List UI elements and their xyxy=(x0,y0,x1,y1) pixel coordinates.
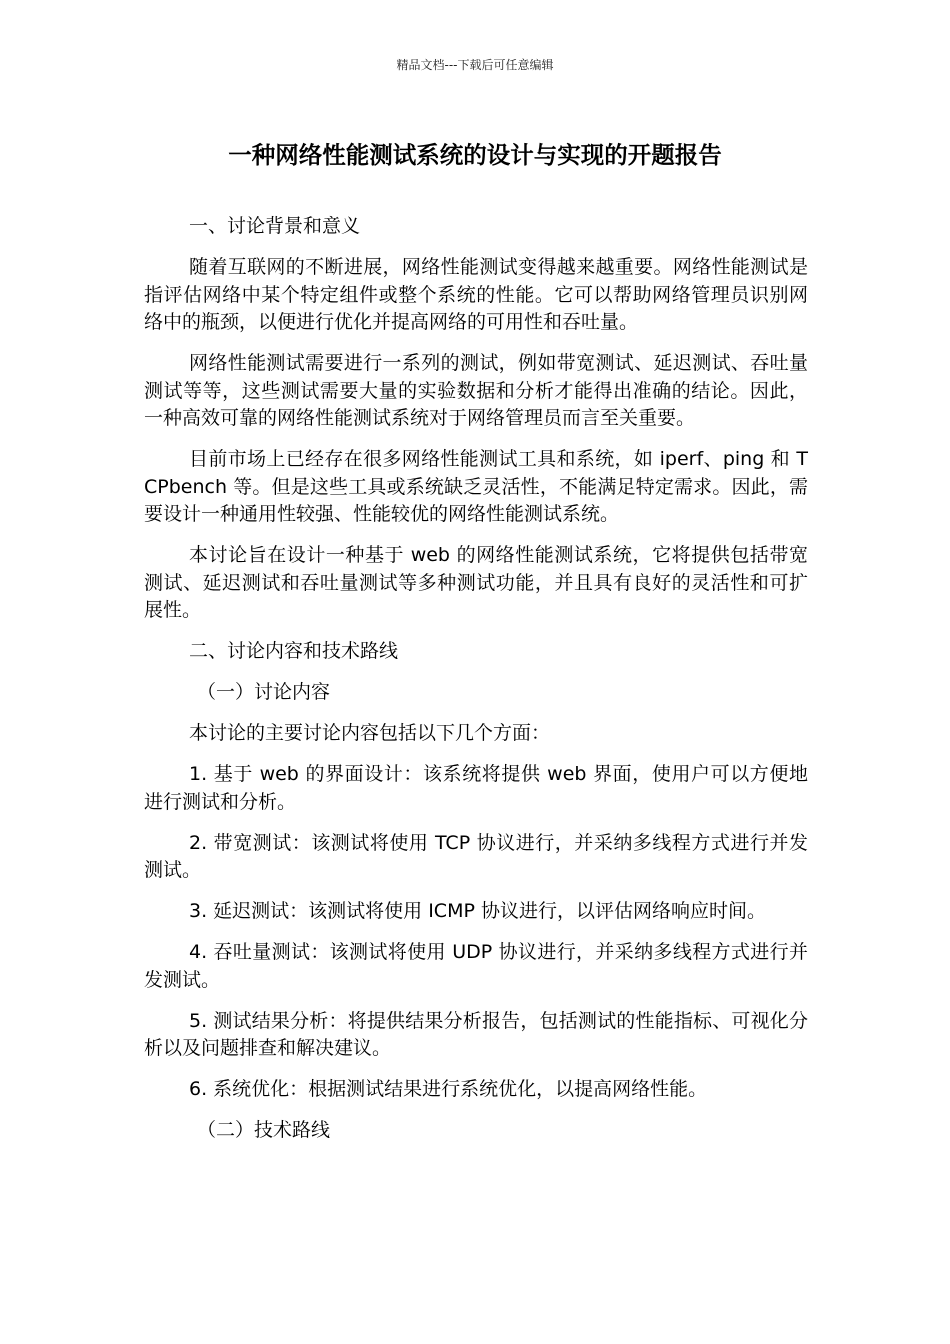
list-item-5: 5. 测试结果分析：将提供结果分析报告，包括测试的性能指标、可视化分析以及问题排查和解决建议。 xyxy=(144,1009,808,1059)
document-body xyxy=(144,213,808,1145)
paragraph-background-1: 随着互联网的不断进展，网络性能测试变得越来越重要。网络性能测试是指评估网络中某个特定组件或整个系统的性能。它可以帮助网络管理员识别网络中的瓶颈，以便进行优化并提高网络的可用性和吞吐量。 xyxy=(144,256,808,333)
subheading-content: （一）讨论内容 xyxy=(197,681,331,703)
header-note: 精品文档---下载后可任意编辑 xyxy=(396,58,554,72)
document-title: 一种网络性能测试系统的设计与实现的开题报告 xyxy=(228,141,722,169)
section-heading-content: 二、讨论内容和技术路线 xyxy=(189,640,399,662)
paragraph-background-2: 网络性能测试需要进行一系列的测试，例如带宽测试、延迟测试、吞吐量测试等等，这些测试需要大量的实验数据和分析才能得出准确的结论。因此，一种高效可靠的网络性能测试系统对于网络管理员而言至关重要。 xyxy=(144,352,808,429)
paragraph-background-4: 本讨论旨在设计一种基于 web 的网络性能测试系统，它将提供包括带宽测试、延迟测试和吞吐量测试等多种测试功能，并且具有良好的灵活性和可扩展性。 xyxy=(144,544,808,621)
paragraph-background-3: 目前市场上已经存在很多网络性能测试工具和系统，如 iperf、ping 和 TCPbench 等。但是这些工具或系统缺乏灵活性，不能满足特定需求。因此，需要设计一种通用性较强、性能较优的网络性能测试系统。 xyxy=(144,448,808,525)
list-item-3: 3. 延迟测试：该测试将使用 ICMP 协议进行，以评估网络响应时间。 xyxy=(189,900,766,922)
list-item-1: 1. 基于 web 的界面设计：该系统将提供 web 界面，使用户可以方便地进行测试和分析。 xyxy=(144,763,808,813)
list-item-4: 4. 吞吐量测试：该测试将使用 UDP 协议进行，并采纳多线程方式进行并发测试。 xyxy=(144,941,808,991)
section-heading-background: 一、讨论背景和意义 xyxy=(189,215,361,237)
list-item-2: 2. 带宽测试：该测试将使用 TCP 协议进行，并采纳多线程方式进行并发测试。 xyxy=(144,831,808,881)
paragraph-content-intro: 本讨论的主要讨论内容包括以下几个方面： xyxy=(189,722,551,744)
subheading-technical-route: （二）技术路线 xyxy=(197,1119,331,1141)
list-item-6: 6. 系统优化：根据测试结果进行系统优化，以提高网络性能。 xyxy=(189,1078,708,1100)
